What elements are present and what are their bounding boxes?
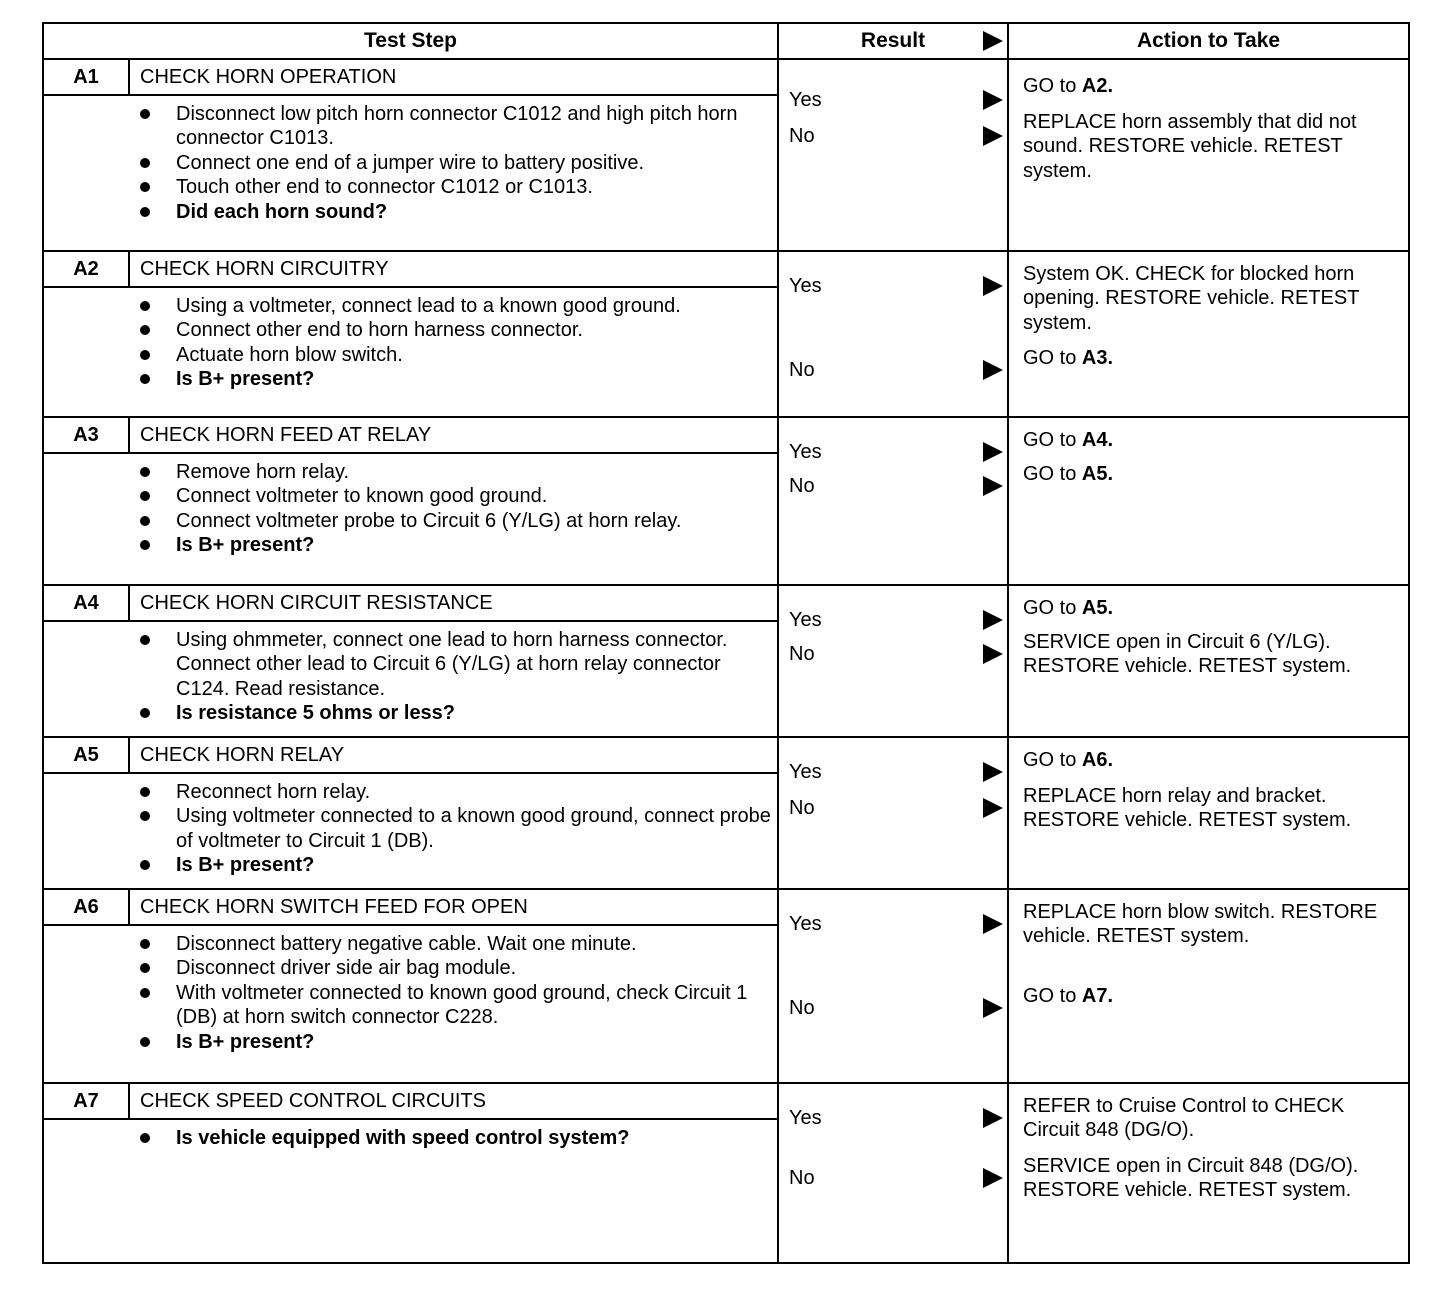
step-question: Is B+ present? — [140, 533, 777, 557]
arrow-right-icon — [983, 360, 1003, 380]
step-question: Is resistance 5 ohms or less? — [140, 701, 777, 725]
step-title-bar — [44, 418, 777, 454]
result-cell — [779, 586, 1009, 736]
step-title-bar — [44, 1084, 777, 1120]
action-text — [1023, 110, 1400, 183]
step-question: Is B+ present? — [140, 1030, 777, 1054]
step-title-bar — [44, 738, 777, 774]
action-main: REFER to Cruise Control to CHECK Circuit 848 (DG/O). — [1023, 1095, 1345, 1142]
step-row-a7 — [44, 1084, 1408, 1262]
step-id: A5 — [44, 738, 130, 772]
action-cell — [1009, 890, 1408, 1082]
action-text — [1023, 462, 1400, 486]
step-instructions — [44, 774, 777, 878]
step-instruction: Reconnect horn relay. — [140, 780, 777, 804]
result-no — [789, 358, 1007, 382]
action-text — [1023, 748, 1400, 772]
result-label: No — [789, 124, 815, 147]
test-step-header: Test Step — [44, 24, 779, 58]
result-label: No — [789, 1166, 815, 1189]
result-label: No — [789, 642, 815, 665]
result-yes — [789, 912, 1007, 936]
step-id: A2 — [44, 252, 130, 286]
arrow-right-icon — [983, 762, 1003, 782]
step-title: CHECK HORN OPERATION — [140, 65, 397, 88]
step-instructions — [44, 454, 777, 558]
arrow-right-icon — [983, 276, 1003, 296]
step-instructions — [44, 926, 777, 1054]
arrow-right-icon — [983, 31, 1003, 51]
action-main: REPLACE horn blow switch. RESTORE vehicle. RETEST system. — [1023, 901, 1378, 948]
step-instruction: Connect one end of a jumper wire to battery positive. — [140, 151, 777, 175]
result-cell — [779, 252, 1009, 416]
action-cell — [1009, 586, 1408, 736]
result-cell — [779, 1084, 1009, 1262]
action-text — [1023, 428, 1400, 452]
step-row-a6 — [44, 890, 1408, 1084]
step-instruction: Using ohmmeter, connect one lead to horn harness connector. Connect other lead to Circuit 6 (Y/LG) at horn relay connector C124. Read resistance. — [140, 628, 777, 701]
step-question: Is B+ present? — [140, 367, 777, 391]
action-main: GO to — [1023, 463, 1082, 485]
action-main: SERVICE open in Circuit 6 (Y/LG). RESTORE vehicle. RETEST system. — [1023, 631, 1352, 678]
step-instruction: Actuate horn blow switch. — [140, 343, 777, 367]
action-step-ref: A6. — [1081, 749, 1114, 771]
result-yes — [789, 88, 1007, 112]
step-instructions — [44, 96, 777, 224]
action-step-ref: A3. — [1081, 347, 1114, 369]
result-no — [789, 796, 1007, 820]
step-question: Did each horn sound? — [140, 200, 777, 224]
step-title: CHECK HORN SWITCH FEED FOR OPEN — [140, 895, 528, 918]
step-row-a2 — [44, 252, 1408, 418]
action-main: GO to — [1023, 347, 1082, 369]
action-main: GO to — [1023, 75, 1082, 97]
step-id: A4 — [44, 586, 130, 620]
result-no — [789, 996, 1007, 1020]
arrow-right-icon — [983, 442, 1003, 462]
action-text — [1023, 1094, 1400, 1143]
arrow-right-icon — [983, 476, 1003, 496]
action-text — [1023, 630, 1400, 679]
step-instructions — [44, 622, 777, 726]
result-label: No — [789, 796, 815, 819]
step-title: CHECK HORN RELAY — [140, 743, 345, 766]
action-cell — [1009, 418, 1408, 584]
result-yes — [789, 274, 1007, 298]
result-header — [779, 24, 1009, 58]
arrow-right-icon — [983, 644, 1003, 664]
action-main: GO to — [1023, 749, 1082, 771]
action-cell — [1009, 738, 1408, 888]
action-text — [1023, 262, 1400, 335]
action-main: GO to — [1023, 597, 1082, 619]
step-title-bar — [44, 586, 777, 622]
result-label: Yes — [789, 1106, 822, 1129]
result-cell — [779, 738, 1009, 888]
action-text — [1023, 900, 1400, 949]
diagnostic-table — [42, 22, 1410, 1264]
step-instruction: Disconnect driver side air bag module. — [140, 956, 777, 980]
action-step-ref: A4. — [1081, 429, 1114, 451]
action-text — [1023, 596, 1400, 620]
result-label: No — [789, 358, 815, 381]
step-title: CHECK SPEED CONTROL CIRCUITS — [140, 1089, 486, 1112]
steps-body — [44, 60, 1408, 1262]
result-label: No — [789, 474, 815, 497]
action-main: GO to — [1023, 429, 1082, 451]
action-cell — [1009, 60, 1408, 250]
action-text — [1023, 74, 1400, 98]
step-title: CHECK HORN FEED AT RELAY — [140, 423, 432, 446]
result-cell — [779, 890, 1009, 1082]
test-step-cell — [44, 890, 779, 1082]
result-label: Yes — [789, 440, 822, 463]
result-label: Yes — [789, 912, 822, 935]
result-label: Yes — [789, 88, 822, 111]
step-instruction: Disconnect low pitch horn connector C1012 and high pitch horn connector C1013. — [140, 102, 777, 151]
action-main: REPLACE horn assembly that did not sound. RESTORE vehicle. RETEST system. — [1023, 111, 1357, 182]
result-no — [789, 474, 1007, 498]
result-label: Yes — [789, 274, 822, 297]
result-yes — [789, 608, 1007, 632]
arrow-right-icon — [983, 798, 1003, 818]
result-yes — [789, 1106, 1007, 1130]
step-id: A3 — [44, 418, 130, 452]
result-cell — [779, 60, 1009, 250]
step-instructions — [44, 1120, 777, 1150]
arrow-right-icon — [983, 610, 1003, 630]
result-no — [789, 1166, 1007, 1190]
table-header — [44, 24, 1408, 60]
action-main: REPLACE horn relay and bracket. RESTORE vehicle. RETEST system. — [1023, 785, 1352, 832]
action-text — [1023, 784, 1400, 833]
action-main: GO to — [1023, 985, 1082, 1007]
action-step-ref: A7. — [1081, 985, 1114, 1007]
result-label: Yes — [789, 608, 822, 631]
arrow-right-icon — [983, 914, 1003, 934]
step-row-a4 — [44, 586, 1408, 738]
action-step-ref: A5. — [1081, 463, 1114, 485]
test-step-cell — [44, 418, 779, 584]
step-title: CHECK HORN CIRCUIT RESISTANCE — [140, 591, 493, 614]
arrow-right-icon — [983, 1108, 1003, 1128]
step-instruction: Connect voltmeter probe to Circuit 6 (Y/LG) at horn relay. — [140, 509, 777, 533]
action-main: System OK. CHECK for blocked horn opening. RESTORE vehicle. RETEST system. — [1023, 263, 1360, 334]
test-step-cell — [44, 1084, 779, 1262]
arrow-right-icon — [983, 126, 1003, 146]
step-row-a5 — [44, 738, 1408, 890]
action-text — [1023, 984, 1400, 1008]
result-cell — [779, 418, 1009, 584]
step-row-a3 — [44, 418, 1408, 586]
step-instructions — [44, 288, 777, 392]
arrow-right-icon — [983, 1168, 1003, 1188]
result-label: No — [789, 996, 815, 1019]
step-question: Is B+ present? — [140, 853, 777, 877]
action-cell — [1009, 252, 1408, 416]
arrow-right-icon — [983, 90, 1003, 110]
action-step-ref: A5. — [1081, 597, 1114, 619]
step-id: A6 — [44, 890, 130, 924]
action-text — [1023, 346, 1400, 370]
step-id: A1 — [44, 60, 130, 94]
step-title-bar — [44, 60, 777, 96]
step-title-bar — [44, 890, 777, 926]
test-step-cell — [44, 738, 779, 888]
test-step-cell — [44, 60, 779, 250]
step-row-a1 — [44, 60, 1408, 252]
step-instruction: Connect voltmeter to known good ground. — [140, 484, 777, 508]
action-step-ref: A2. — [1081, 75, 1114, 97]
test-step-cell — [44, 586, 779, 736]
step-instruction: Touch other end to connector C1012 or C1013. — [140, 175, 777, 199]
result-yes — [789, 440, 1007, 464]
step-instruction: Using voltmeter connected to a known good ground, connect probe of voltmeter to Circuit 1 (DB). — [140, 804, 777, 853]
step-title: CHECK HORN CIRCUITRY — [140, 257, 389, 280]
result-yes — [789, 760, 1007, 784]
action-main: SERVICE open in Circuit 848 (DG/O). RESTORE vehicle. RETEST system. — [1023, 1155, 1359, 1202]
step-instruction: Using a voltmeter, connect lead to a known good ground. — [140, 294, 777, 318]
step-instruction: With voltmeter connected to known good ground, check Circuit 1 (DB) at horn switch connector C228. — [140, 981, 777, 1030]
result-no — [789, 642, 1007, 666]
action-text — [1023, 1154, 1400, 1203]
action-cell — [1009, 1084, 1408, 1262]
step-id: A7 — [44, 1084, 130, 1118]
step-instruction: Connect other end to horn harness connector. — [140, 318, 777, 342]
test-step-cell — [44, 252, 779, 416]
result-no — [789, 124, 1007, 148]
step-instruction: Disconnect battery negative cable. Wait one minute. — [140, 932, 777, 956]
action-header: Action to Take — [1136, 29, 1281, 52]
result-label: Yes — [789, 760, 822, 783]
result-header-label: Result — [860, 29, 926, 52]
step-question: Is vehicle equipped with speed control system? — [140, 1126, 777, 1150]
step-instruction: Remove horn relay. — [140, 460, 777, 484]
step-title-bar — [44, 252, 777, 288]
arrow-right-icon — [983, 998, 1003, 1018]
